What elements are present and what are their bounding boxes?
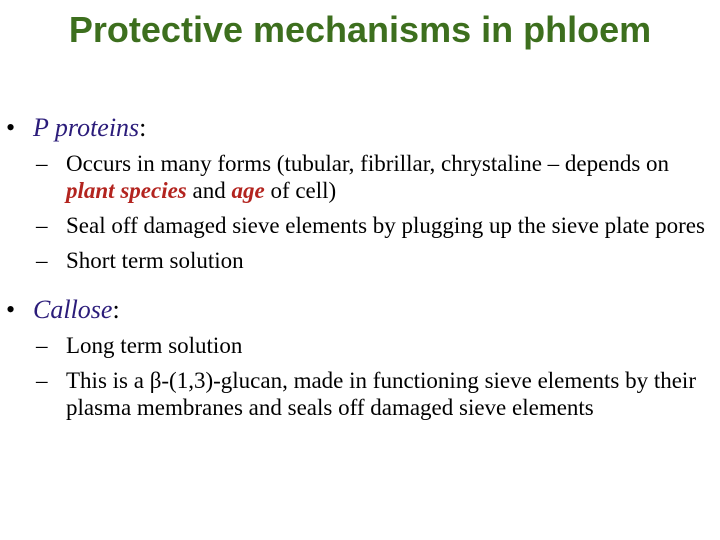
sub-item xyxy=(6,150,718,204)
bullet-glyph: • xyxy=(6,113,16,142)
sub-item xyxy=(6,332,718,359)
sub-list xyxy=(6,332,718,421)
highlight-plant-species: plant species xyxy=(66,178,187,203)
bullet-item xyxy=(6,110,718,146)
sub-item-text: Long term solution xyxy=(66,333,243,358)
sub-item-text: and xyxy=(186,178,232,203)
section-spacer xyxy=(6,282,718,292)
dash-glyph: – xyxy=(36,333,48,358)
term-callose: Callose xyxy=(33,295,113,324)
bullet-glyph: • xyxy=(6,295,16,324)
section-p-proteins xyxy=(6,110,718,274)
bullet-item xyxy=(6,292,718,328)
sub-item xyxy=(6,247,718,274)
section-callose xyxy=(6,292,718,421)
sub-item-text: Occurs in many forms (tubular, fibrillar, chrystaline – depends on xyxy=(66,151,670,176)
sub-item xyxy=(6,212,718,239)
term-p-proteins: P proteins xyxy=(33,113,140,142)
sub-item-text: Short term solution xyxy=(66,248,244,273)
sub-item xyxy=(6,367,718,421)
dash-glyph: – xyxy=(36,151,48,176)
dash-glyph: – xyxy=(36,248,48,273)
highlight-age: age xyxy=(231,178,265,203)
sub-list xyxy=(6,150,718,274)
sub-item-text: of cell) xyxy=(264,178,337,203)
slide-title: Protective mechanisms in phloem xyxy=(68,9,652,50)
sub-item-text: Seal off damaged sieve elements by plugging up the sieve plate pores xyxy=(66,213,705,238)
term-suffix: : xyxy=(112,295,120,324)
dash-glyph: – xyxy=(36,368,48,393)
dash-glyph: – xyxy=(36,213,48,238)
term-suffix: : xyxy=(139,113,147,142)
sub-item-text: This is a β-(1,3)-glucan, made in functioning sieve elements by their plasma membranes and seals off damaged sieve elements xyxy=(66,368,696,420)
slide-body xyxy=(6,110,718,429)
